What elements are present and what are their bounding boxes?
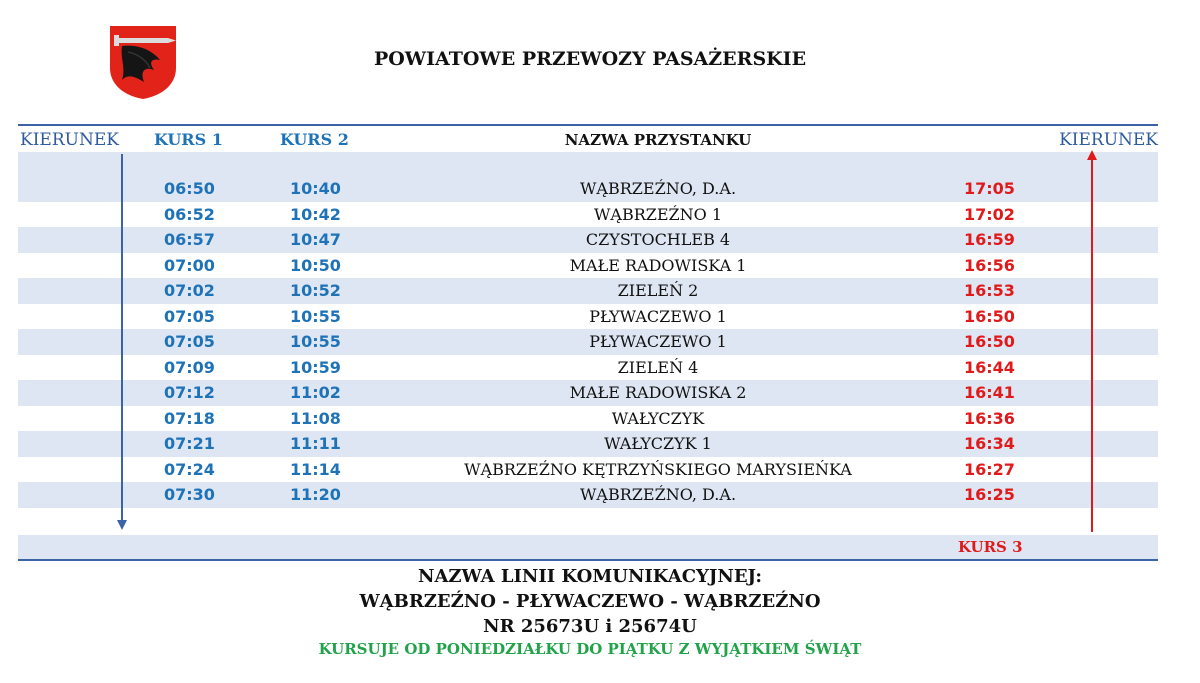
kurs2-time: 10:52 — [290, 281, 341, 300]
kurs1-time: 07:21 — [164, 434, 215, 453]
stop-name: WAŁYCZYK — [611, 408, 705, 428]
stop-name: WĄBRZEŹNO, D.A. — [579, 179, 737, 198]
page-title: POWIATOWE PRZEWOZY PASAŻERSKIE — [373, 48, 807, 70]
kurs3-time: 16:56 — [964, 255, 1015, 275]
table-row — [18, 329, 1158, 355]
kurs1-time: 06:50 — [164, 179, 215, 198]
line-name: WĄBRZEŹNO - PŁYWACZEWO - WĄBRZEŹNO — [359, 591, 821, 612]
kurs2-time: 10:47 — [290, 230, 341, 249]
table-row — [18, 380, 1158, 406]
kurs2-time: 10:40 — [290, 179, 341, 198]
stop-name: MAŁE RADOWISKA 2 — [569, 383, 747, 402]
table-row — [18, 278, 1158, 304]
stop-name: MAŁE RADOWISKA 1 — [569, 255, 747, 275]
kurs2-header: KURS 2 — [280, 130, 349, 149]
kurs1-time: 07:18 — [164, 408, 215, 428]
table-row — [18, 202, 1158, 228]
direction-header-right: KIERUNEK — [1059, 130, 1158, 150]
stop-name: PŁYWACZEWO 1 — [589, 332, 727, 351]
direction-header-left: KIERUNEK — [20, 130, 119, 150]
kurs3-time: 16:50 — [964, 332, 1015, 351]
kurs3-time: 16:50 — [964, 306, 1015, 326]
kurs2-time: 10:55 — [290, 306, 341, 326]
kurs3-time: 16:27 — [964, 459, 1015, 479]
kurs2-time: 11:08 — [290, 408, 341, 428]
kurs3-time: 17:05 — [964, 179, 1015, 198]
stop-name: WĄBRZEŹNO, D.A. — [579, 485, 737, 504]
kurs2-time: 11:02 — [290, 383, 341, 402]
kurs3-label: KURS 3 — [958, 538, 1023, 556]
kurs1-header: KURS 1 — [154, 130, 223, 149]
kurs3-time: 16:41 — [964, 383, 1015, 402]
table-row — [18, 457, 1158, 483]
kurs1-time: 07:05 — [164, 332, 215, 351]
kurs3-time: 17:02 — [964, 204, 1015, 224]
table-row — [18, 227, 1158, 253]
kurs2-time: 11:11 — [290, 434, 341, 453]
table-row — [18, 253, 1158, 279]
kurs3-time: 16:25 — [964, 485, 1015, 504]
line-label: NAZWA LINII KOMUNIKACYJNEJ: — [417, 566, 762, 587]
kurs1-time: 06:57 — [164, 230, 215, 249]
kurs1-time: 07:24 — [164, 459, 215, 479]
table-row — [18, 176, 1158, 202]
stop-name: ZIELEŃ 2 — [617, 281, 699, 300]
stop-name: WAŁYCZYK 1 — [604, 434, 712, 453]
kurs2-time: 11:14 — [290, 459, 341, 479]
table-row — [18, 355, 1158, 381]
kurs3-time: 16:34 — [964, 434, 1015, 453]
table-top-divider — [18, 124, 1158, 126]
kurs1-time: 07:02 — [164, 281, 215, 300]
kurs2-time: 10:59 — [290, 357, 341, 377]
stop-name: PŁYWACZEWO 1 — [589, 306, 727, 326]
table-row — [18, 304, 1158, 330]
stop-name-header: NAZWA PRZYSTANKU — [564, 131, 752, 149]
kurs1-time: 06:52 — [164, 204, 215, 224]
table-bottom-divider — [18, 559, 1158, 561]
kurs3-time: 16:59 — [964, 230, 1015, 249]
kurs1-time: 07:12 — [164, 383, 215, 402]
kurs1-time: 07:05 — [164, 306, 215, 326]
line-number: NR 25673U i 25674U — [483, 616, 697, 637]
kurs2-time: 10:50 — [290, 255, 341, 275]
kurs2-time: 10:55 — [290, 332, 341, 351]
stop-name: CZYSTOCHLEB 4 — [585, 230, 731, 249]
stop-name: ZIELEŃ 4 — [617, 357, 699, 377]
timetable-rows — [18, 176, 1158, 508]
kurs1-time: 07:00 — [164, 255, 215, 275]
kurs1-time: 07:09 — [164, 357, 215, 377]
kurs3-time: 16:44 — [964, 357, 1015, 377]
direction-up-arrow — [1091, 160, 1093, 532]
header-band — [18, 152, 1158, 176]
table-row — [18, 431, 1158, 457]
kurs2-time: 11:20 — [290, 485, 341, 504]
kurs3-time: 16:53 — [964, 281, 1015, 300]
schedule-note: KURSUJE OD PONIEDZIAŁKU DO PIĄTKU Z WYJĄTKIEM ŚWIĄT — [318, 640, 862, 658]
stop-name: WĄBRZEŹNO KĘTRZYŃSKIEGO MARYSIEŃKA — [464, 459, 852, 479]
table-row — [18, 482, 1158, 508]
kurs1-time: 07:30 — [164, 485, 215, 504]
kurs3-time: 16:36 — [964, 408, 1015, 428]
stop-name: WĄBRZEŹNO 1 — [593, 204, 723, 224]
direction-down-arrow — [121, 154, 123, 522]
arrow-up-icon — [1087, 150, 1097, 160]
kurs2-time: 10:42 — [290, 204, 341, 224]
timetable — [18, 124, 1158, 562]
arrow-down-icon — [117, 520, 127, 530]
table-row — [18, 406, 1158, 432]
